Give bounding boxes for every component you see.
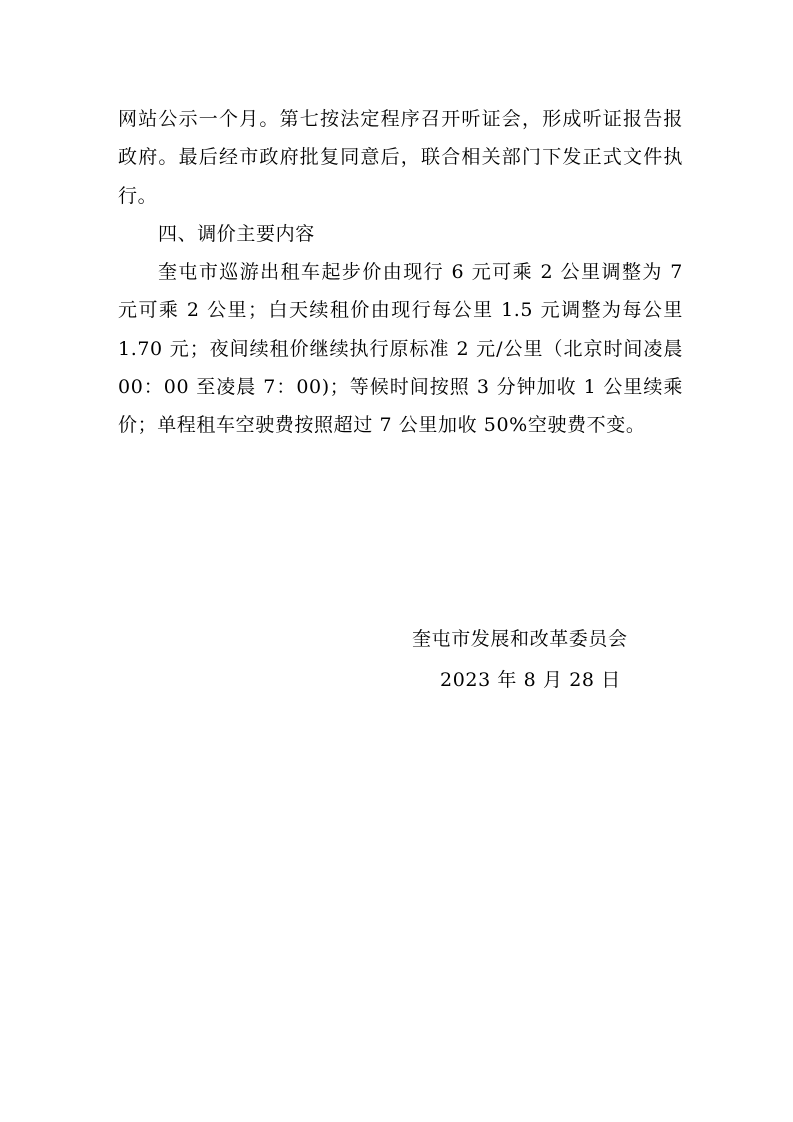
document-body xyxy=(118,100,683,445)
paragraph-continuation: 网站公示一个月。第七按法定程序召开听证会，形成听证报告报政府。最后经市政府批复同意后，联合相关部门下发正式文件执行。 xyxy=(118,108,683,207)
document-date: 2023 年 8 月 28 日 xyxy=(440,669,621,691)
section-heading: 四、调价主要内容 xyxy=(158,222,315,245)
organization-name: 奎屯市发展和改革委员会 xyxy=(412,628,628,650)
paragraph-price-content: 奎屯市巡游出租车起步价由现行 6 元可乘 2 公里调整为 7 元可乘 2 公里；白天续租价由现行每公里 1.5 元调整为每公里 1.70 元；夜间续租价继续执行原标准 2 元/公里（北京时间凌晨 00：00 至凌晨 7：00)；等候时间按照 3 分钟加收 1 公里续乘价；单程租车空驶费按照超过 7 公里加收 50%空驶费不变。 xyxy=(118,261,683,437)
